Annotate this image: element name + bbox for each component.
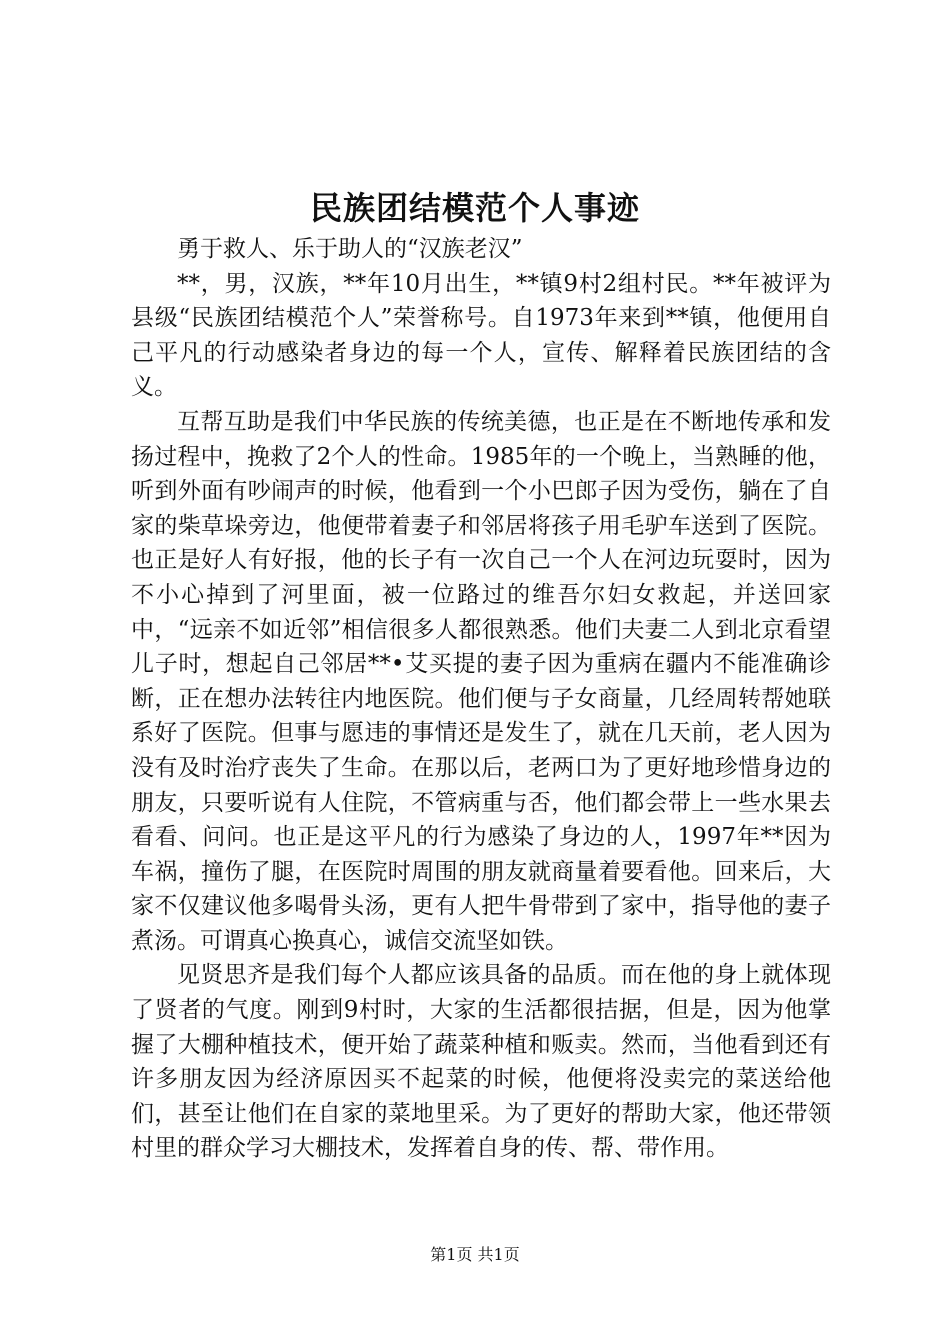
paragraph-mutual-help: 互帮互助是我们中华民族的传统美德，也正是在不断地传承和发扬过程中，挽救了2个人的性命。1985年的一个晚上，当熟睡的他，听到外面有吵闹声的时候，他看到一个小巴郎子因为受伤，躺在了自家的柴草垛旁边，他便带着妻子和邻居将孩子用毛驴车送到了医院。也正是好人有好报，他的长子有一次自己一个人在河边玩耍时，因为不小心掉到了河里面，被一位路过的维吾尔妇女救起，并送回家中，“远亲不如近邻”相信很多人都很熟悉。他们夫妻二人到北京看望儿子时，想起自己邻居**•艾买提的妻子因为重病在疆内不能准确诊断，正在想办法转往内地医院。他们便与子女商量，几经周转帮她联系好了医院。但事与愿违的事情还是发生了，就在几天前，老人因为没有及时治疗丧失了生命。在那以后，老两口为了更好地珍惜身边的朋友，只要听说有人住院，不管病重与否，他们都会带上一些水果去看看、问问。也正是这平凡的行为感染了身边的人，1997年**因为车祸，撞伤了腿，在医院时周围的朋友就商量着要看他。回来后，大家不仅建议他多喝骨头汤，更有人把牛骨带到了家中，指导他的妻子煮汤。可谓真心换真心，诚信交流坚如铁。 — [131, 408, 831, 954]
page-footer: 第1页 共1页 — [430, 1245, 520, 1264]
document-body — [131, 232, 831, 1166]
paragraph-subtitle: 勇于救人、乐于助人的“汉族老汉” — [177, 236, 523, 262]
document-title: 民族团结模范个人事迹 — [309, 189, 640, 227]
paragraph-intro: **，男，汉族，**年10月出生，**镇9村2组村民。**年被评为县级“民族团结模范个人”荣誉称号。自1973年来到**镇，他便用自己平凡的行动感染者身边的每一个人，宣传、解释着民族团结的含义。 — [131, 270, 831, 401]
paragraph-virtue: 见贤思齐是我们每个人都应该具备的品质。而在他的身上就体现了贤者的气度。刚到9村时，大家的生活都很拮据，但是，因为他掌握了大棚种植技术，便开始了蔬菜种植和贩卖。然而，当他看到还有许多朋友因为经济原因买不起菜的时候，他便将没卖完的菜送给他们，甚至让他们在自家的菜地里采。为了更好的帮助大家，他还带领村里的群众学习大棚技术，发挥着自身的传、帮、带作用。 — [131, 962, 831, 1162]
